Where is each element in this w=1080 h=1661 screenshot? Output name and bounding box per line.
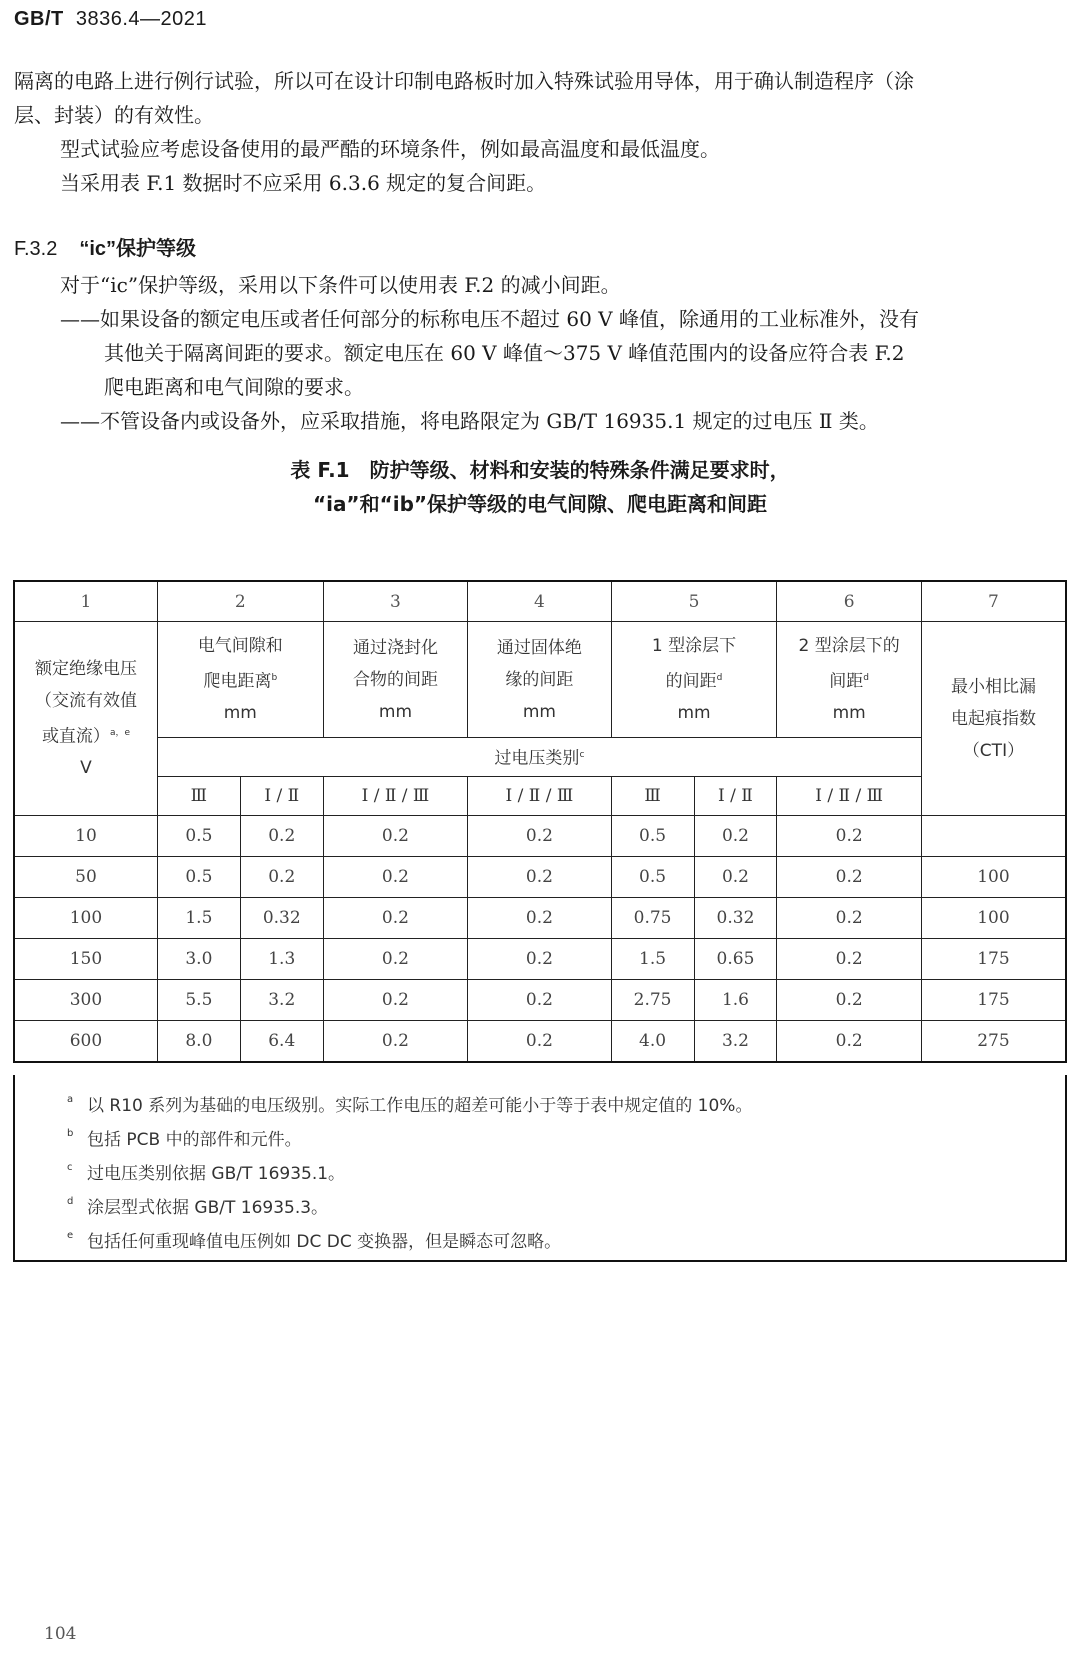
note-mark: e (67, 1230, 74, 1241)
table-cell: 0.2 (240, 816, 323, 857)
table-cell: 100 (921, 898, 1066, 939)
table-cell: 1.5 (157, 898, 240, 939)
table-note (15, 1123, 1065, 1157)
note-text: 涂层型式依据 GB/T 16935.3。 (87, 1198, 329, 1218)
table-note (15, 1225, 1065, 1259)
table-cell: 0.2 (777, 980, 922, 1021)
table-cell: 0.2 (694, 857, 777, 898)
table-cell: 3.2 (240, 980, 323, 1021)
category-cell: Ⅰ / Ⅱ / Ⅲ (468, 777, 611, 816)
table-cell: 0.2 (468, 1021, 611, 1063)
list-item-continuation: 爬电距离和电气间隙的要求。 (104, 375, 364, 399)
table-cell: 0.2 (323, 898, 468, 939)
table-cell: 0.2 (468, 980, 611, 1021)
table-cell: 0.2 (323, 857, 468, 898)
table-cell (921, 816, 1066, 857)
table-cell: 275 (921, 1021, 1066, 1063)
list-item: ——不管设备内或设备外，应采取措施，将电路限定为 GB/T 16935.1 规定的过电压 Ⅱ 类。 (60, 409, 879, 433)
table-cell: 0.32 (240, 898, 323, 939)
table-cell: 0.5 (157, 816, 240, 857)
clearance-table (13, 580, 1067, 1063)
column-number: 2 (157, 581, 323, 622)
table-cell: 0.2 (777, 898, 922, 939)
note-mark: c (67, 1162, 73, 1173)
table-caption: 表 F.1 防护等级、材料和安装的特殊条件满足要求时， (290, 458, 790, 482)
table-cell: 0.2 (468, 898, 611, 939)
table-cell: 0.75 (611, 898, 694, 939)
table-cell: 1.6 (694, 980, 777, 1021)
category-cell: Ⅲ (611, 777, 694, 816)
table-cell: 0.5 (611, 816, 694, 857)
section-heading (14, 232, 196, 261)
note-text: 包括任何重现峰值电压例如 DC DC 变换器，但是瞬态可忽略。 (87, 1232, 562, 1252)
header-clearance-creepage: 电气间隙和 爬电距离$^b$ mm (157, 622, 323, 738)
column-number: 4 (468, 581, 611, 622)
column-number: 6 (777, 581, 922, 622)
table-cell: 0.2 (323, 1021, 468, 1063)
table-cell: 0.5 (611, 857, 694, 898)
table-cell: 0.65 (694, 939, 777, 980)
table-cell: 3.2 (694, 1021, 777, 1063)
table-cell: 0.2 (777, 939, 922, 980)
table-row (14, 980, 1066, 1021)
table-row (14, 898, 1066, 939)
table-row (14, 816, 1066, 857)
table-cell: 0.2 (694, 816, 777, 857)
category-cell: Ⅰ / Ⅱ / Ⅲ (323, 777, 468, 816)
table-row (14, 857, 1066, 898)
table-cell: 50 (14, 857, 157, 898)
column-number-row (14, 581, 1066, 622)
header-row (14, 622, 1066, 738)
section-number: F.3.2 (14, 238, 58, 260)
table-cell: 100 (14, 898, 157, 939)
table-row (14, 1021, 1066, 1063)
note-text: 以 R10 系列为基础的电压级别。实际工作电压的超差可能小于等于表中规定值的 10%。 (87, 1096, 753, 1116)
table-cell: 150 (14, 939, 157, 980)
list-item-continuation: 其他关于隔离间距的要求。额定电压在 60 V 峰值～375 V 峰值范围内的设备应符合表 F.2 (104, 341, 905, 365)
paragraph: 型式试验应考虑设备使用的最严酷的环境条件，例如最高温度和最低温度。 (60, 137, 720, 161)
table-cell: 0.2 (323, 939, 468, 980)
category-cell: Ⅰ / Ⅱ / Ⅲ (777, 777, 922, 816)
list-item: ——如果设备的额定电压或者任何部分的标称电压不超过 60 V 峰值，除通用的工业标准外，没有 (60, 307, 919, 331)
section-intro: 对于“ic”保护等级，采用以下条件可以使用表 F.2 的减小间距。 (60, 273, 621, 297)
note-mark: a (67, 1094, 74, 1105)
paragraph-line: 层、封装）的有效性。 (14, 103, 214, 127)
note-mark: b (67, 1128, 74, 1139)
table-cell: 6.4 (240, 1021, 323, 1063)
table-cell: 5.5 (157, 980, 240, 1021)
table-note (15, 1089, 1065, 1123)
header-casting-compound: 通过浇封化 合物的间距 mm (323, 622, 468, 738)
table-row (14, 939, 1066, 980)
table-cell: 0.2 (323, 980, 468, 1021)
header-cti: 最小相比漏 电起痕指数 （CTI） (921, 622, 1066, 816)
table-cell: 0.2 (468, 857, 611, 898)
table-cell: 3.0 (157, 939, 240, 980)
standard-header (14, 8, 207, 31)
table-note (15, 1191, 1065, 1225)
paragraph: 当采用表 F.1 数据时不应采用 6.3.6 规定的复合间距。 (60, 171, 547, 195)
table-cell: 8.0 (157, 1021, 240, 1063)
table-caption-subtitle: “ia”和“ib”保护等级的电气间隙、爬电距离和间距 (312, 492, 768, 516)
table-cell: 0.2 (468, 816, 611, 857)
table-cell: 2.75 (611, 980, 694, 1021)
table-cell: 0.2 (323, 816, 468, 857)
column-number: 7 (921, 581, 1066, 622)
table-cell: 0.2 (777, 816, 922, 857)
table-cell: 175 (921, 939, 1066, 980)
category-cell: Ⅰ / Ⅱ (694, 777, 777, 816)
column-number: 1 (14, 581, 157, 622)
table-cell: 0.5 (157, 857, 240, 898)
table-note (15, 1157, 1065, 1191)
note-text: 包括 PCB 中的部件和元件。 (87, 1130, 302, 1150)
table-cell: 175 (921, 980, 1066, 1021)
page-number: 104 (44, 1624, 77, 1644)
header-type1-coating: 1 型涂层下 的间距$^d$ mm (611, 622, 777, 738)
header-overvoltage-category: 过电压类别$^c$ (157, 738, 921, 777)
table-cell: 0.2 (468, 939, 611, 980)
table-cell: 0.32 (694, 898, 777, 939)
paragraph-line: 隔离的电路上进行例行试验，所以可在设计印制电路板时加入特殊试验用导体，用于确认制造程序（涂 (14, 69, 914, 93)
category-row (14, 777, 1066, 816)
table-cell: 1.5 (611, 939, 694, 980)
header-rated-voltage: 额定绝缘电压 （交流有效值 或直流）$^{a,e}$ V (14, 622, 157, 816)
header-solid-insulation: 通过固体绝 缘的间距 mm (468, 622, 611, 738)
note-text: 过电压类别依据 GB/T 16935.1。 (87, 1164, 346, 1184)
header-type2-coating: 2 型涂层下的 间距$^d$ mm (777, 622, 922, 738)
table-cell: 10 (14, 816, 157, 857)
table-cell: 0.2 (240, 857, 323, 898)
table-notes (13, 1075, 1067, 1262)
table-cell: 0.2 (777, 857, 922, 898)
section-title: “ic”保护等级 (79, 238, 197, 260)
category-cell: Ⅲ (157, 777, 240, 816)
category-cell: Ⅰ / Ⅱ (240, 777, 323, 816)
note-mark: d (67, 1196, 74, 1207)
table-cell: 1.3 (240, 939, 323, 980)
table-cell: 4.0 (611, 1021, 694, 1063)
column-number: 5 (611, 581, 777, 622)
standard-code: GB/T (14, 8, 64, 30)
table-cell: 300 (14, 980, 157, 1021)
table-cell: 100 (921, 857, 1066, 898)
table-cell: 600 (14, 1021, 157, 1063)
overvoltage-row (14, 738, 1066, 777)
table-cell: 0.2 (777, 1021, 922, 1063)
standard-number: 3836.4—2021 (75, 8, 208, 30)
column-number: 3 (323, 581, 468, 622)
